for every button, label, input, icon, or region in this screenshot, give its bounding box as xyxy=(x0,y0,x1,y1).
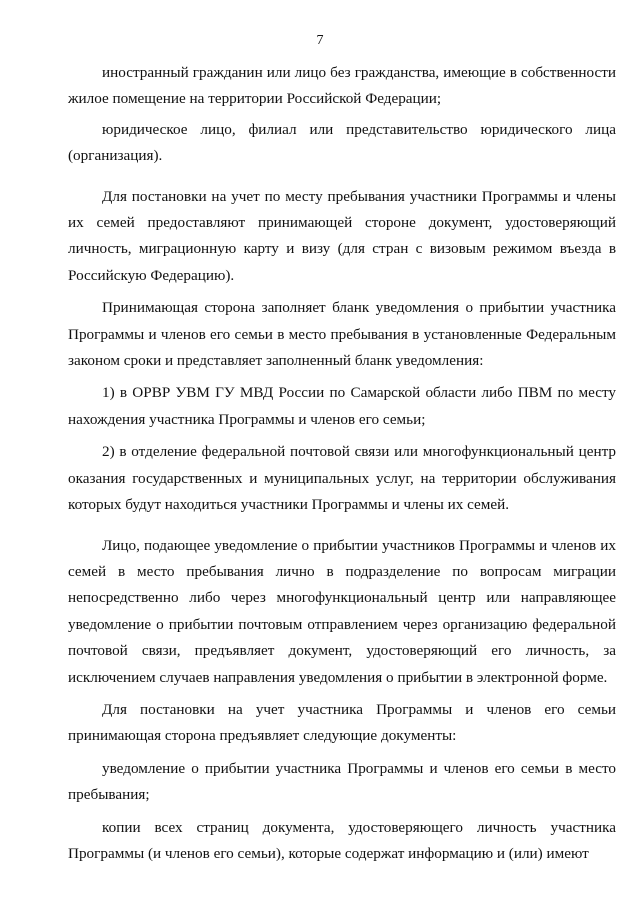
paragraph: юридическое лицо, филиал или представительство юридического лица (организация). xyxy=(68,120,616,165)
paragraph: Для постановки на учет по месту пребывания участники Программы и члены их семей предоставляют принимающей стороне документ, удостоверяющий личность, миграционную карту и визу (для стран с визовым режимом въезда в Российскую Федерацию). xyxy=(68,187,616,284)
paragraph: 2) в отделение федеральной почтовой связи или многофункциональный центр оказания государственных и муниципальных услуг, на территории обслуживания которых будут находиться участники Программы и члены их семей. xyxy=(68,443,616,514)
paragraph: 1) в ОРВР УВМ ГУ МВД России по Самарской области либо ПВМ по месту нахождения участника Программы и членов его семьи; xyxy=(68,384,616,428)
document-body xyxy=(68,60,616,873)
paragraph: иностранный гражданин или лицо без гражданства, имеющие в собственности жилое помещение на территории Российской Федерации; xyxy=(68,64,616,108)
paragraph: Принимающая сторона заполняет бланк уведомления о прибытии участника Программы и членов его семьи в место пребывания в установленные Федеральным законом сроки и представляет заполненный бланк уведомления: xyxy=(68,299,616,370)
paragraph: Лицо, подающее уведомление о прибытии участников Программы и членов их семей в место пребывания лично в подразделение по вопросам миграции непосредственно либо через многофункциональный центр или направляющее уведомление о прибытии почтовым отправлением через организацию федеральной почтовой связи, предъявляет документ, удостоверяющий его личность, за исключением случаев направления уведомления о прибытии в электронной форме. xyxy=(68,536,616,686)
paragraph: уведомление о прибытии участника Программы и членов его семьи в место пребывания; xyxy=(68,759,616,804)
paragraph: Для постановки на учет участника Программы и членов его семьи принимающая сторона предъявляет следующие документы: xyxy=(68,700,616,745)
page-number: 7 xyxy=(316,33,324,48)
paragraph: копии всех страниц документа, удостоверяющего личность участника Программы (и членов его семьи), которые содержат информацию и (или) имеют xyxy=(68,818,616,862)
